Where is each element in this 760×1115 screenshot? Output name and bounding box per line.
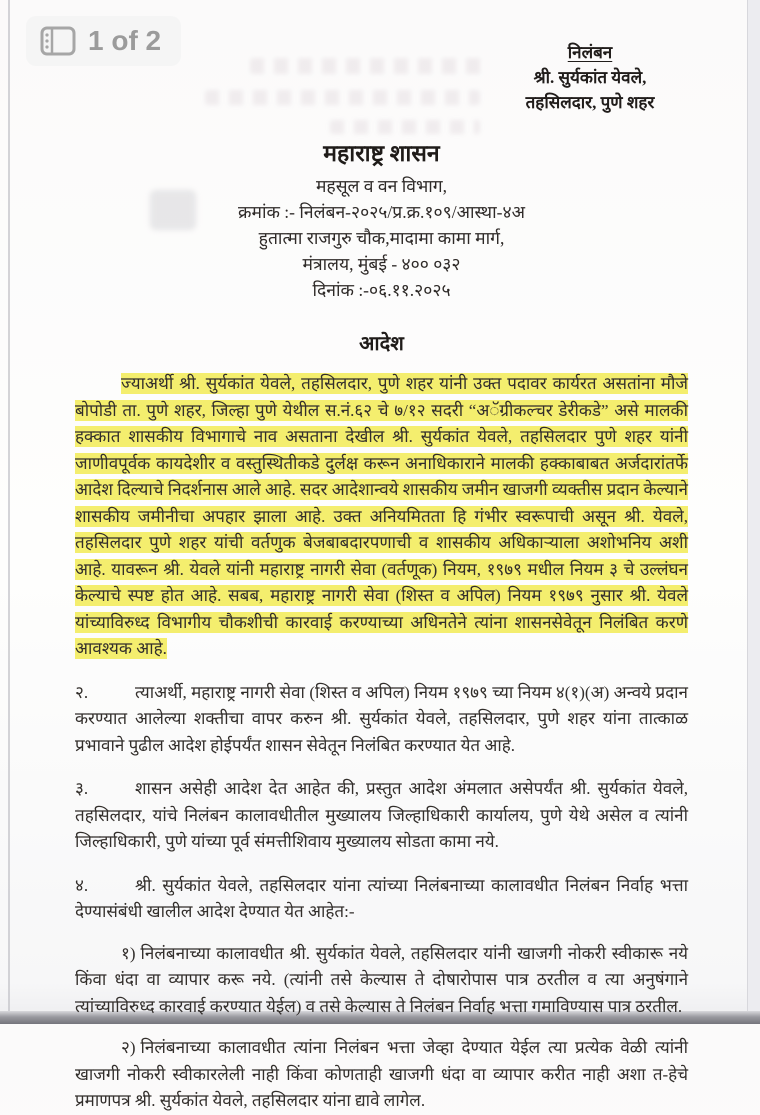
paragraph-text: श्री. सुर्यकांत येवले, तहसिलदार यांना त्यांच्या निलंबनाच्या कालावधीत निलंबन निर्वाह भत्ता देण्यासंबंधी खालील आदेश देण्यात येत आहेत:- bbox=[75, 875, 688, 921]
scan-right-edge bbox=[747, 0, 760, 1024]
paragraph-1-highlighted bbox=[75, 371, 688, 663]
subitem-number: १) bbox=[121, 943, 136, 963]
paragraph-4 bbox=[75, 873, 688, 926]
scan-edge-line bbox=[8, 0, 10, 1012]
paragraph-number: ३. bbox=[75, 779, 89, 798]
bleed-through-artifact bbox=[250, 58, 485, 74]
addressee-block bbox=[468, 40, 712, 115]
addressee-name: श्री. सुर्यकांत येवले, bbox=[533, 68, 647, 87]
subitem-text: निलंबनाच्या कालावधीत त्यांना निलंबन भत्ता जेव्हा देण्यात येईल त्या प्रत्येक वेळी त्यांनी खाजगी नोकरी स्वीकारलेली नाही किंवा कोणताही खाजगी धंदा वा व्यापार करीत नाही अशा त-हेचे प्रमाणपत्र श्री. सुर्यकांत येवले, तहसिलदार यांना द्यावे लागेल. bbox=[75, 1038, 688, 1110]
reference-number-line: क्रमांक :- निलंबन-२०२५/प्र.क्र.१०९/आस्था-४अ bbox=[238, 202, 525, 222]
paragraph-3 bbox=[75, 776, 688, 856]
government-letterhead bbox=[75, 136, 688, 303]
highlighted-text: ज्याअर्थी श्री. सुर्यकांत येवले, तहसिलदार, पुणे शहर यांनी उक्त पदावर कार्यरत असतांना मौजे बोपोडी ता. पुणे शहर, जिल्हा पुणे येथील स.नं.६२ चे ७/१२ सदरी “अॅग्रीकल्चर डेरीकडे” असे मालकी हक्कात शासकीय विभागाचे नाव असताना देखील श्री. सुर्यकांत येवले, तहसिलदार पुणे शहर यांनी जाणीवपूर्वक कायदेशीर व वस्तुस्थितीकडे दुर्लक्ष करून अनाधिकाराने मालकी हक्काबाबत अर्जदारांतर्फे आदेश दिल्याचे निदर्शनास आले आहे. सदर आदेशान्वये शासकीय जमीन खाजगी व्यक्तीस प्रदान केल्याने शासकीय जमीनीचा अपहार झाला आहे. उक्त अनियमितता हि गंभीर स्वरूपाची असून श्री. येवले, तहसिलदार पुणे शहर यांची वर्तणुक बेजबाबदारपणाची व शासकीय अधिकाऱ्याला अशोभनिय अशी आहे. यावरून श्री. येवले यांनी महाराष्ट्र नागरी सेवा (वर्तणूक) नियम, १९७९ मधील नियम ३ चे उल्लंघन केल्याचे स्पष्ट होत आहे. सबब, महाराष्ट्र नागरी सेवा (शिस्त व अपिल) नियम १९७९ नुसार श्री. येवले यांच्याविरुध्द विभागीय चौकशीची कारवाई करण्याच्या अधिनतेने त्यांना शासनसेवेतून निलंबित करणे आवश्यक आहे. bbox=[75, 374, 688, 658]
paragraph-2 bbox=[75, 680, 688, 760]
suspension-title: निलंबन bbox=[567, 43, 613, 62]
page-indicator-pill[interactable] bbox=[26, 16, 181, 66]
address-line-2: मंत्रालय, मुंबई - ४०० ०३२ bbox=[302, 254, 461, 274]
paragraph-number: ४. bbox=[75, 875, 89, 895]
paragraph-text: त्याअर्थी, महाराष्ट्र नागरी सेवा (शिस्त व अपिल) नियम १९७९ च्या नियम ४(१)(अ) अन्वये प्रदान करण्यात आलेल्या शक्तीचा वापर करुन श्री. सुर्यकांत येवले, तहसिलदार, पुणे शहर यांना तात्काळ प्रभावाने पुढील आदेश होईपर्यंत शासन सेवेतून निलंबित करण्यात येत आहे. bbox=[75, 682, 688, 755]
bleed-through-artifact bbox=[330, 120, 480, 134]
subitem-number: २) bbox=[121, 1038, 136, 1057]
document-body bbox=[75, 136, 688, 1115]
subitem-2 bbox=[75, 1035, 688, 1115]
date-line: दिनांक :-०६.११.२०२५ bbox=[312, 280, 451, 300]
paragraph-text: शासन असेही आदेश देत आहेत की, प्रस्तुत आदेश अंमलात असेपर्यंत श्री. सुर्यकांत येवले, तहसिलदार, यांचे निलंबन कालावधीतील मुख्यालय जिल्हाधिकारी कार्यालय, पुणे येथे असेल व त्यांनी जिल्हाधिकारी, पुणे यांच्या पूर्व संमत्तीशिवाय मुख्यालय सोडता कामा नये. bbox=[75, 779, 688, 851]
addressee-designation: तहसिलदार, पुणे शहर bbox=[525, 93, 655, 112]
department-line: महसूल व वन विभाग, bbox=[315, 176, 448, 196]
subitem-text: निलंबनाच्या कालावधीत श्री. सुर्यकांत येवले, तहसिलदार यांनी खाजगी नोकरी स्वीकारू नये किंवा धंदा वा व्यापार करू नये. (त्यांनी तसे केल्यास ते दोषारोपास पात्र ठरतील व त्या अनुषंगाने त्यांच्याविरुध्द कारवाई करण्यात येईल) व तसे केल्यास ते निलंबन निर्वाह भत्ता गमाविण्यास पात्र ठरतील. bbox=[75, 943, 688, 1016]
bleed-through-artifact bbox=[205, 90, 480, 105]
sidebar-pages-icon bbox=[40, 26, 76, 56]
order-heading: आदेश bbox=[359, 333, 404, 355]
subitem-1 bbox=[75, 941, 688, 1021]
paragraph-number: २. bbox=[75, 682, 89, 702]
address-line-1: हुतात्मा राजगुरु चौक,मादामा कामा मार्ग, bbox=[258, 228, 505, 248]
government-title: महाराष्ट्र शासन bbox=[323, 141, 440, 166]
page-indicator-label: 1 of 2 bbox=[88, 25, 162, 56]
